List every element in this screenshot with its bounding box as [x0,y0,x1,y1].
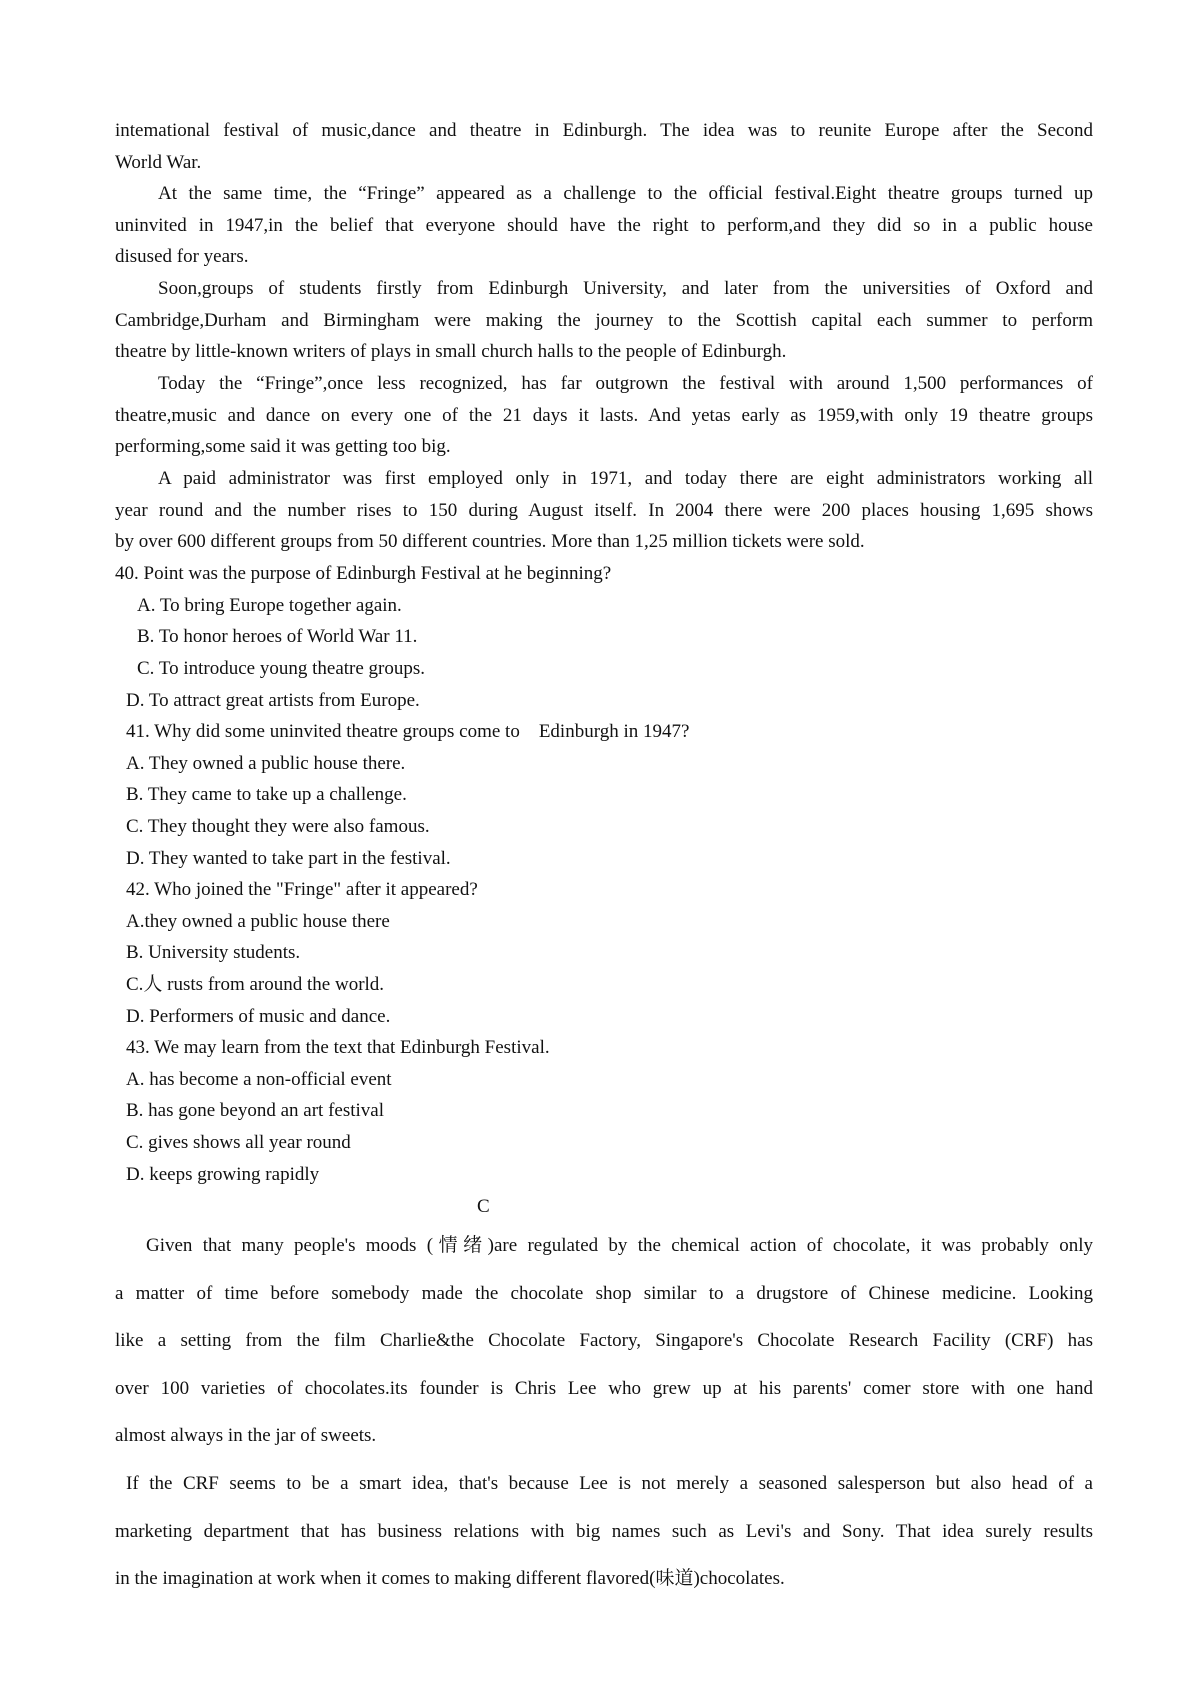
text-line: Cambridge,Durham and Birmingham were making the journey to the Scottish capital each summer to perform [115,309,1093,331]
question-41-option-d: D. They wanted to take part in the festival. [126,848,451,869]
question-43-option-c: C. gives shows all year round [126,1132,351,1153]
question-43-option-a: A. has become a non-official event [126,1069,392,1090]
question-43-option-d: D. keeps growing rapidly [126,1164,320,1185]
question-40-option-a: A. To bring Europe together again. [137,595,402,616]
question-40-option-c: C. To introduce young theatre groups. [137,658,426,679]
text-line: theatre by little-known writers of plays in small church halls to the people of Edinburgh. [115,341,787,363]
text-line: If the CRF seems to be a smart idea, that's because Lee is not merely a seasoned salesperson but also head of a [126,1473,1093,1494]
text-line: performing,some said it was getting too big. [115,436,451,458]
question-42-option-a: A.they owned a public house there [126,911,390,932]
text-line: year round and the number rises to 150 during August itself. In 2004 there were 200 places housing 1,695 shows [115,499,1093,521]
text-line: marketing department that has business relations with big names such as Levi's and Sony. That idea surely results [115,1520,1093,1542]
paragraph-students [115,273,1093,368]
text-line: Today the “Fringe”,once less recognized, has far outgrown the festival with around 1,500 performances of [158,373,1093,394]
paragraph-chocolate-intro [115,1222,1093,1460]
text-line: Given that many people's moods (情绪)are regulated by the chemical action of chocolate, it was probably only [146,1235,1093,1256]
paragraph-crf-idea [115,1460,1093,1603]
question-42-option-d: D. Performers of music and dance. [126,1006,391,1027]
question-41-option-c: C. They thought they were also famous. [126,816,430,837]
question-42-option-b: B. University students. [126,942,301,963]
question-43-stem: 43. We may learn from the text that Edinburgh Festival. [126,1037,550,1058]
text-line: like a setting from the film Charlie&the Chocolate Factory, Singapore's Chocolate Research Facility (CRF) has [115,1330,1093,1351]
question-40-option-d: D. To attract great artists from Europe. [126,690,420,711]
text-line: World War. [115,151,202,173]
question-43-option-b: B. has gone beyond an art festival [126,1100,385,1121]
question-41-stem: 41. Why did some uninvited theatre groups come to Edinburgh in 1947? [126,721,690,742]
text-line: a matter of time before somebody made the chocolate shop similar to a drugstore of Chinese medicine. Looking [115,1282,1093,1304]
text-line: by over 600 different groups from 50 different countries. More than 1,25 million tickets were sold. [115,531,865,553]
text-line: almost always in the jar of sweets. [115,1425,377,1446]
text-line: theatre,music and dance on every one of the 21 days it lasts. And yetas early as 1959,with only 19 theatre groups [115,404,1093,426]
text-line: uninvited in 1947,in the belief that everyone should have the right to perform,and they did so in a public house [115,214,1093,236]
question-41-option-b: B. They came to take up a challenge. [126,784,407,805]
text-line: disused for years. [115,246,249,268]
text-line: Soon,groups of students firstly from Edinburgh University, and later from the universities of Oxford and [158,278,1093,299]
question-42-option-c: C.人 rusts from around the world. [126,974,385,995]
text-line: At the same time, the “Fringe” appeared as a challenge to the official festival.Eight theatre groups turned up [158,183,1093,204]
paragraph-administrator [115,463,1093,558]
question-40-option-b: B. To honor heroes of World War 11. [137,626,418,647]
paragraph-fringe [115,178,1093,273]
text-line: A paid administrator was first employed only in 1971, and today there are eight administrators working all [158,468,1093,489]
paragraph-today [115,368,1093,463]
question-40-stem: 40. Point was the purpose of Edinburgh Festival at he beginning? [115,563,612,584]
text-line: over 100 varieties of chocolates.its founder is Chris Lee who grew up at his parents' comer store with one hand [115,1377,1093,1399]
text-line: in the imagination at work when it comes to making different flavored(味道)chocolates. [115,1568,785,1589]
question-41-option-a: A. They owned a public house there. [126,753,406,774]
question-42-stem: 42. Who joined the "Fringe" after it appeared? [126,879,478,900]
paragraph-intro [115,115,1093,178]
text-line: intemational festival of music,dance and theatre in Edinburgh. The idea was to reunite Europe after the Second [115,120,1093,141]
section-heading: C [477,1196,490,1217]
